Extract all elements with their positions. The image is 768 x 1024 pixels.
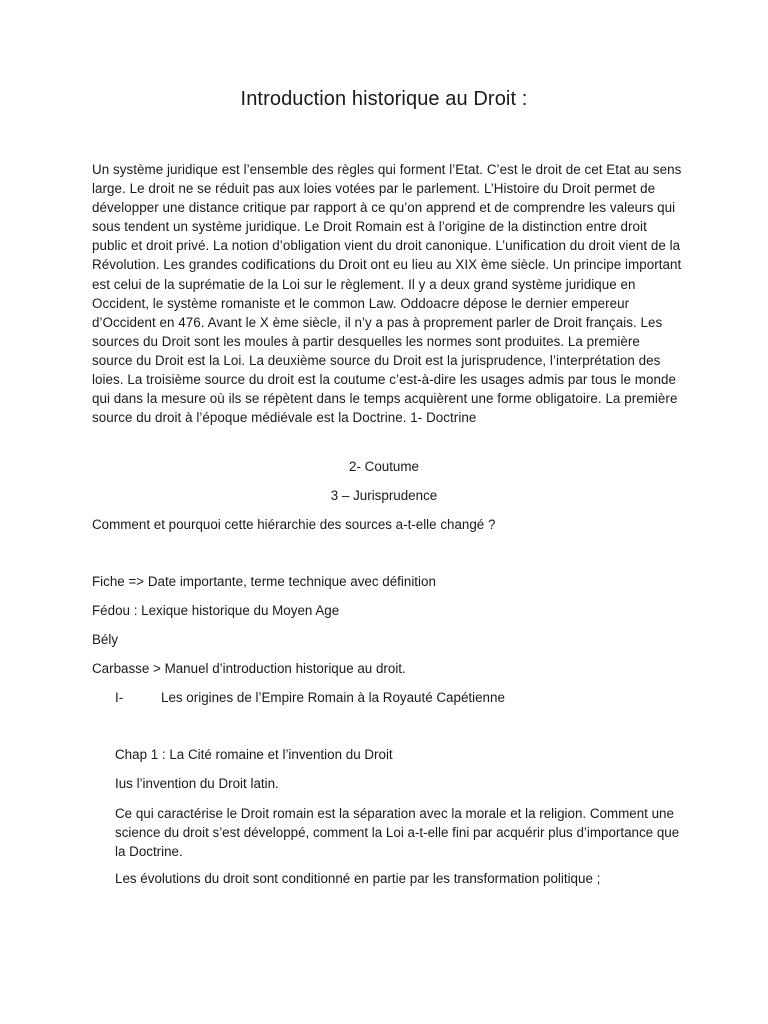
roman-law-paragraph: Ce qui caractérise le Droit romain est la séparation avec la morale et la religion. Comment une science du droit s’est développé, comment la Loi a-t-elle fini par acquérir plus d’importance que la Doctrine. xyxy=(115,806,680,860)
list-item-coutume: 2- Coutume xyxy=(349,459,419,474)
ius-line: Ius l’invention du Droit latin. xyxy=(115,776,279,791)
question-line: Comment et pourquoi cette hiérarchie des sources a-t-elle changé ? xyxy=(92,517,496,532)
evolution-line: Les évolutions du droit sont conditionné en partie par les transformation politique ; xyxy=(115,871,601,886)
reference-bely: Bély xyxy=(92,632,119,647)
fiche-line: Fiche => Date importante, terme technique avec définition xyxy=(92,574,436,589)
list-item-jurisprudence: 3 – Jurisprudence xyxy=(330,488,438,503)
intro-paragraph: Un système juridique est l’ensemble des règles qui forment l’Etat. C’est le droit de cet Etat au sens large. Le droit ne se réduit pas aux loies votées par le parlement. L’Histoire du Droit permet de développer une distance critique par rapport à ce qu’on apprend et de comprendre les valeurs qui sous tendent un système juridique. Le Droit Romain est à l’origine de la distinction entre droit public et droit privé. La notion d’obligation vient du droit canonique. L’unification du droit vient de la Révolution. Les grandes codifications du Droit ont eu lieu au XIX ème siècle. Un principe important est celui de la suprématie de la Loi sur le règlement. Il y a deux grand système juridique en Occident, le système romaniste et le common Law. Oddoacre dépose le dernier empereur d’Occident en 476. Avant le X ème siècle, il n’y a pas à proprement parler de Droit français. Les sources du Droit sont les moules à partir desquelles les normes sont produites. La première source du Droit est la Loi. La deuxième source du Droit est la jurisprudence, l’interprétation des loies. La troisième source du droit est la coutume c’est-à-dire les usages admis par tous le monde qui dans la mesure où ils se répètent dans le temps acquièrent une forme obligatoire. La première source du droit à l’époque médiévale est la Doctrine. 1- Doctrine xyxy=(92,162,682,426)
section-heading xyxy=(115,690,505,705)
page-title: Introduction historique au Droit : xyxy=(240,88,528,110)
reference-fedou: Fédou : Lexique historique du Moyen Age xyxy=(92,603,340,618)
chapter-title: Chap 1 : La Cité romaine et l’invention du Droit xyxy=(115,747,393,762)
section-title: Les origines de l’Empire Romain à la Royauté Capétienne xyxy=(161,690,505,705)
section-number: I- xyxy=(115,690,124,705)
reference-carbasse: Carbasse > Manuel d’introduction historique au droit. xyxy=(92,661,406,676)
